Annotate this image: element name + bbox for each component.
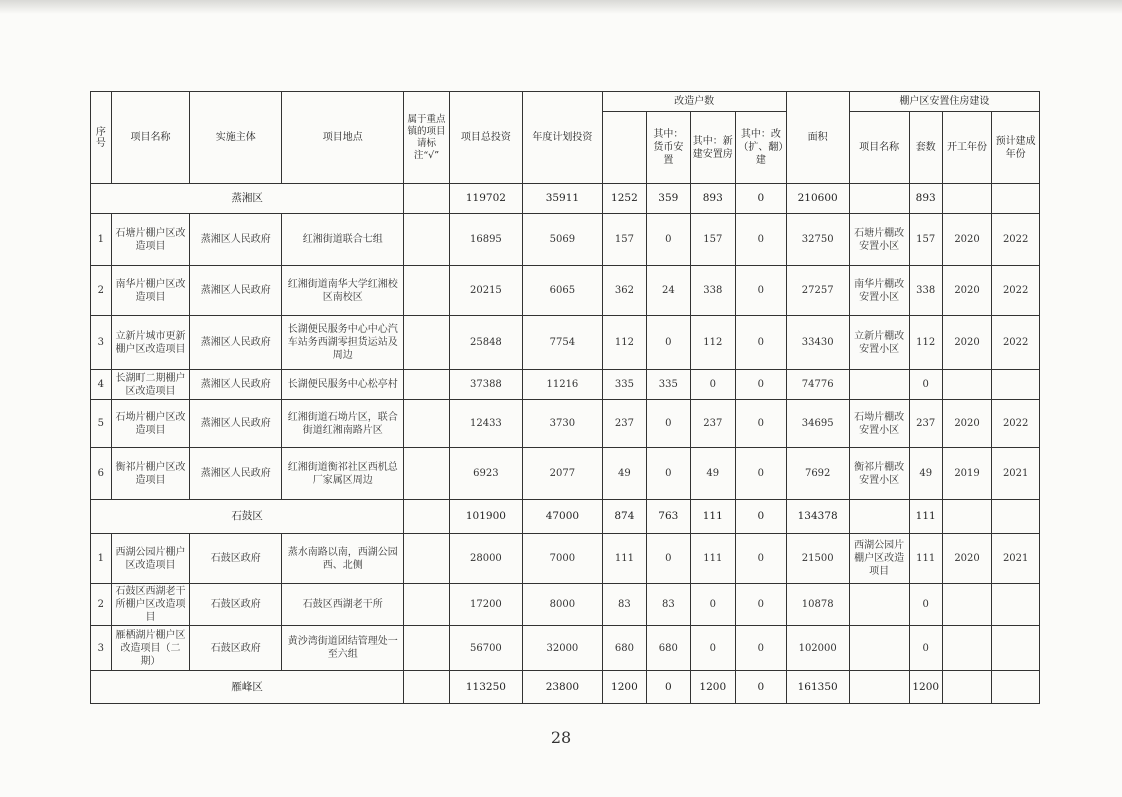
total-investment: 12433 xyxy=(449,400,522,448)
table-row xyxy=(91,400,1040,448)
header-hh-monetary: 其中：货币安置 xyxy=(647,112,690,184)
housing-project-name xyxy=(849,370,909,400)
implementer: 蒸湘区人民政府 xyxy=(190,266,282,316)
housing-units: 112 xyxy=(909,316,942,370)
start-year xyxy=(942,500,992,534)
households: 157 xyxy=(602,214,646,266)
page-number: 28 xyxy=(550,728,572,747)
annual-investment: 7000 xyxy=(523,534,603,584)
header-housing-project-name: 项目名称 xyxy=(849,112,909,184)
renovation: 0 xyxy=(736,626,787,671)
header-seq: 序号 xyxy=(91,92,112,184)
new-build: 0 xyxy=(690,626,735,671)
location: 红湘街道衡祁社区西机总厂家属区周边 xyxy=(282,448,404,500)
key-town xyxy=(404,370,449,400)
start-year: 2020 xyxy=(942,266,992,316)
project-name: 雁栖湖片棚户区改造项目（二期） xyxy=(111,626,190,671)
seq: 6 xyxy=(91,448,112,500)
seq: 2 xyxy=(91,266,112,316)
area: 74776 xyxy=(786,370,849,400)
households: 1252 xyxy=(602,184,646,214)
completion-year xyxy=(992,671,1040,704)
housing-units: 157 xyxy=(909,214,942,266)
location: 石鼓区西湖老干所 xyxy=(282,584,404,626)
completion-year xyxy=(992,370,1040,400)
implementer: 蒸湘区人民政府 xyxy=(190,448,282,500)
key-town xyxy=(404,400,449,448)
renovation: 0 xyxy=(736,214,787,266)
households: 49 xyxy=(602,448,646,500)
start-year xyxy=(942,370,992,400)
housing-project-name: 石坳片棚改安置小区 xyxy=(849,400,909,448)
total-investment: 113250 xyxy=(449,671,522,704)
header-housing-group: 棚户区安置住房建设 xyxy=(849,92,1039,112)
location: 红湘街道石坳片区，联合街道红湘南路片区 xyxy=(282,400,404,448)
completion-year: 2022 xyxy=(992,266,1040,316)
table-row xyxy=(91,266,1040,316)
area: 21500 xyxy=(786,534,849,584)
monetary: 0 xyxy=(647,400,690,448)
annual-investment: 6065 xyxy=(523,266,603,316)
housing-units: 0 xyxy=(909,370,942,400)
seq: 1 xyxy=(91,534,112,584)
new-build: 112 xyxy=(690,316,735,370)
table-row xyxy=(91,214,1040,266)
key-town xyxy=(404,626,449,671)
housing-units: 237 xyxy=(909,400,942,448)
monetary: 0 xyxy=(647,214,690,266)
housing-units: 338 xyxy=(909,266,942,316)
implementer: 蒸湘区人民政府 xyxy=(190,370,282,400)
monetary: 0 xyxy=(647,534,690,584)
key-town xyxy=(404,534,449,584)
monetary: 0 xyxy=(647,316,690,370)
key-town-cell xyxy=(404,184,449,214)
new-build: 49 xyxy=(690,448,735,500)
area: 161350 xyxy=(786,671,849,704)
renovation: 0 xyxy=(736,584,787,626)
monetary: 335 xyxy=(647,370,690,400)
district-summary-row xyxy=(91,671,1040,704)
new-build: 111 xyxy=(690,534,735,584)
project-name: 立新片城市更新棚户区改造项目 xyxy=(111,316,190,370)
seq: 4 xyxy=(91,370,112,400)
table-row xyxy=(91,626,1040,671)
header-households-group: 改造户数 xyxy=(602,92,786,112)
district-summary-row xyxy=(91,500,1040,534)
seq: 2 xyxy=(91,584,112,626)
district-name: 雁峰区 xyxy=(91,671,404,704)
households: 112 xyxy=(602,316,646,370)
completion-year xyxy=(992,584,1040,626)
table-row xyxy=(91,584,1040,626)
key-town xyxy=(404,584,449,626)
area: 7692 xyxy=(786,448,849,500)
area: 10878 xyxy=(786,584,849,626)
monetary: 0 xyxy=(647,448,690,500)
project-name: 石坳片棚户区改造项目 xyxy=(111,400,190,448)
households: 111 xyxy=(602,534,646,584)
project-name: 西湖公园片棚户区改造项目 xyxy=(111,534,190,584)
project-name: 衡祁片棚户区改造项目 xyxy=(111,448,190,500)
households: 680 xyxy=(602,626,646,671)
monetary: 0 xyxy=(647,671,690,704)
total-investment: 17200 xyxy=(449,584,522,626)
implementer: 石鼓区政府 xyxy=(190,584,282,626)
location: 红湘街道南华大学红湘校区南校区 xyxy=(282,266,404,316)
area: 27257 xyxy=(786,266,849,316)
area: 102000 xyxy=(786,626,849,671)
district-summary-row xyxy=(91,184,1040,214)
housing-project-name xyxy=(849,184,909,214)
annual-investment: 47000 xyxy=(523,500,603,534)
housing-units: 893 xyxy=(909,184,942,214)
households: 335 xyxy=(602,370,646,400)
table-row xyxy=(91,448,1040,500)
header-housing-units: 套数 xyxy=(909,112,942,184)
new-build: 237 xyxy=(690,400,735,448)
seq: 3 xyxy=(91,316,112,370)
location: 黄沙湾街道团结管理处一至六组 xyxy=(282,626,404,671)
completion-year xyxy=(992,500,1040,534)
housing-project-name: 西湖公园片棚户区改造项目 xyxy=(849,534,909,584)
start-year xyxy=(942,184,992,214)
new-build: 111 xyxy=(690,500,735,534)
implementer: 石鼓区政府 xyxy=(190,534,282,584)
new-build: 157 xyxy=(690,214,735,266)
renovation: 0 xyxy=(736,266,787,316)
location: 红湘街道联合七组 xyxy=(282,214,404,266)
housing-project-name: 衡祁片棚改安置小区 xyxy=(849,448,909,500)
header-annual-investment: 年度计划投资 xyxy=(523,92,603,184)
housing-project-name xyxy=(849,500,909,534)
annual-investment: 8000 xyxy=(523,584,603,626)
key-town-cell xyxy=(404,671,449,704)
monetary: 359 xyxy=(647,184,690,214)
housing-units: 111 xyxy=(909,500,942,534)
total-investment: 119702 xyxy=(449,184,522,214)
scan-edge xyxy=(0,0,1122,14)
monetary: 680 xyxy=(647,626,690,671)
renovation: 0 xyxy=(736,500,787,534)
households: 83 xyxy=(602,584,646,626)
completion-year: 2021 xyxy=(992,534,1040,584)
seq: 1 xyxy=(91,214,112,266)
header-area: 面积 xyxy=(786,92,849,184)
housing-units: 0 xyxy=(909,584,942,626)
district-name: 石鼓区 xyxy=(91,500,404,534)
header-project-name: 项目名称 xyxy=(111,92,190,184)
implementer: 蒸湘区人民政府 xyxy=(190,214,282,266)
implementer: 石鼓区政府 xyxy=(190,626,282,671)
start-year: 2019 xyxy=(942,448,992,500)
renovation: 0 xyxy=(736,534,787,584)
area: 210600 xyxy=(786,184,849,214)
housing-units: 111 xyxy=(909,534,942,584)
monetary: 24 xyxy=(647,266,690,316)
header-total-investment: 项目总投资 xyxy=(449,92,522,184)
new-build: 1200 xyxy=(690,671,735,704)
renovation: 0 xyxy=(736,184,787,214)
annual-investment: 35911 xyxy=(523,184,603,214)
table-row xyxy=(91,534,1040,584)
completion-year: 2022 xyxy=(992,400,1040,448)
shantytown-project-table xyxy=(90,91,1040,704)
area: 32750 xyxy=(786,214,849,266)
monetary: 763 xyxy=(647,500,690,534)
location: 蒸水南路以南，西湖公园西、北侧 xyxy=(282,534,404,584)
renovation: 0 xyxy=(736,448,787,500)
renovation: 0 xyxy=(736,316,787,370)
table-row xyxy=(91,316,1040,370)
completion-year xyxy=(992,626,1040,671)
new-build: 0 xyxy=(690,584,735,626)
header-key-town: 属于重点镇的项目请标注“√” xyxy=(404,92,449,184)
key-town-cell xyxy=(404,500,449,534)
annual-investment: 23800 xyxy=(523,671,603,704)
households: 874 xyxy=(602,500,646,534)
annual-investment: 2077 xyxy=(523,448,603,500)
completion-year xyxy=(992,184,1040,214)
start-year xyxy=(942,626,992,671)
housing-units: 1200 xyxy=(909,671,942,704)
annual-investment: 3730 xyxy=(523,400,603,448)
start-year xyxy=(942,584,992,626)
completion-year: 2022 xyxy=(992,214,1040,266)
housing-project-name xyxy=(849,626,909,671)
district-name: 蒸湘区 xyxy=(91,184,404,214)
annual-investment: 7754 xyxy=(523,316,603,370)
implementer: 蒸湘区人民政府 xyxy=(190,400,282,448)
project-name: 长湖町二期棚户区改造项目 xyxy=(111,370,190,400)
renovation: 0 xyxy=(736,671,787,704)
seq: 5 xyxy=(91,400,112,448)
total-investment: 37388 xyxy=(449,370,522,400)
total-investment: 16895 xyxy=(449,214,522,266)
housing-project-name xyxy=(849,584,909,626)
total-investment: 28000 xyxy=(449,534,522,584)
header-households-total xyxy=(602,112,646,184)
implementer: 蒸湘区人民政府 xyxy=(190,316,282,370)
housing-project-name: 立新片棚改安置小区 xyxy=(849,316,909,370)
new-build: 0 xyxy=(690,370,735,400)
start-year: 2020 xyxy=(942,316,992,370)
location: 长湖便民服务中心中心汽车站务西湖零担货运站及周边 xyxy=(282,316,404,370)
new-build: 338 xyxy=(690,266,735,316)
annual-investment: 5069 xyxy=(523,214,603,266)
renovation: 0 xyxy=(736,400,787,448)
header-hh-new-build: 其中：新建安置房 xyxy=(690,112,735,184)
start-year: 2020 xyxy=(942,400,992,448)
area: 134378 xyxy=(786,500,849,534)
monetary: 83 xyxy=(647,584,690,626)
completion-year: 2022 xyxy=(992,316,1040,370)
total-investment: 101900 xyxy=(449,500,522,534)
total-investment: 20215 xyxy=(449,266,522,316)
area: 34695 xyxy=(786,400,849,448)
key-town xyxy=(404,448,449,500)
households: 362 xyxy=(602,266,646,316)
project-name: 南华片棚户区改造项目 xyxy=(111,266,190,316)
housing-units: 49 xyxy=(909,448,942,500)
key-town xyxy=(404,214,449,266)
annual-investment: 11216 xyxy=(523,370,603,400)
header-implementer: 实施主体 xyxy=(190,92,282,184)
housing-units: 0 xyxy=(909,626,942,671)
total-investment: 56700 xyxy=(449,626,522,671)
total-investment: 6923 xyxy=(449,448,522,500)
housing-project-name: 石塘片棚改安置小区 xyxy=(849,214,909,266)
new-build: 893 xyxy=(690,184,735,214)
header-location: 项目地点 xyxy=(282,92,404,184)
header-hh-renovation: 其中：改（扩、翻）建 xyxy=(736,112,787,184)
households: 1200 xyxy=(602,671,646,704)
annual-investment: 32000 xyxy=(523,626,603,671)
housing-project-name: 南华片棚改安置小区 xyxy=(849,266,909,316)
table-row xyxy=(91,370,1040,400)
key-town xyxy=(404,266,449,316)
seq: 3 xyxy=(91,626,112,671)
location: 长湖便民服务中心松亭村 xyxy=(282,370,404,400)
renovation: 0 xyxy=(736,370,787,400)
header-start-year: 开工年份 xyxy=(942,112,992,184)
total-investment: 25848 xyxy=(449,316,522,370)
area: 33430 xyxy=(786,316,849,370)
project-name: 石鼓区西湖老干所棚户区改造项目 xyxy=(111,584,190,626)
header-completion-year: 预计建成年份 xyxy=(992,112,1040,184)
start-year xyxy=(942,671,992,704)
key-town xyxy=(404,316,449,370)
housing-project-name xyxy=(849,671,909,704)
start-year: 2020 xyxy=(942,534,992,584)
project-name: 石塘片棚户区改造项目 xyxy=(111,214,190,266)
households: 237 xyxy=(602,400,646,448)
completion-year: 2021 xyxy=(992,448,1040,500)
start-year: 2020 xyxy=(942,214,992,266)
